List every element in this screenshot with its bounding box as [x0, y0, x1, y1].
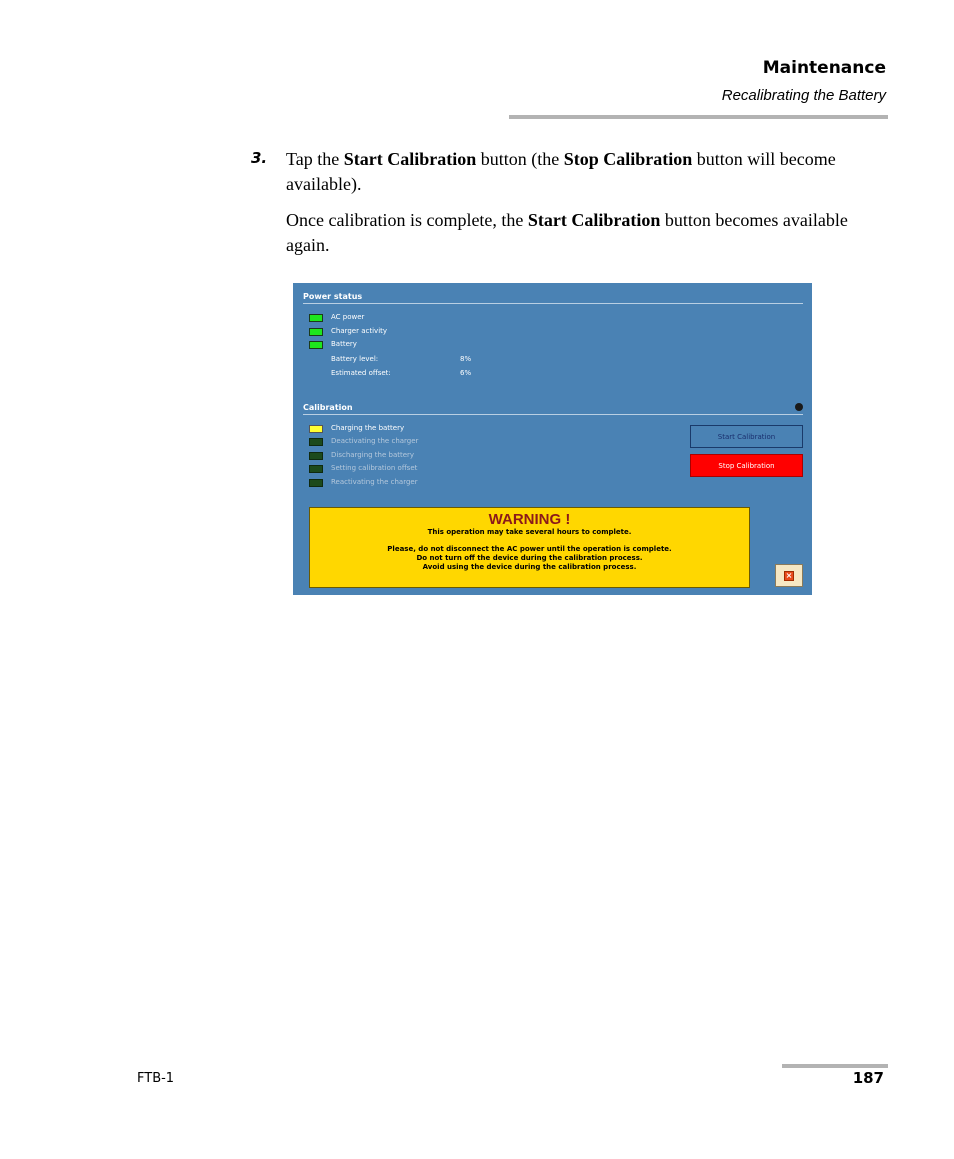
note-text: Once calibration is complete, the — [286, 210, 528, 230]
led-dark-icon — [309, 465, 323, 473]
battery-level-label: Battery level: — [331, 355, 379, 363]
step-number: 3. — [251, 149, 268, 167]
page-number: 187 — [852, 1069, 884, 1087]
step-label: Setting calibration offset — [331, 464, 418, 472]
warning-title: WARNING ! — [488, 511, 571, 528]
estimated-offset-value: 6% — [460, 369, 472, 377]
indicator-label: Battery — [331, 340, 357, 348]
led-dark-icon — [309, 479, 323, 487]
step-text: Tap the — [286, 149, 344, 169]
led-green-icon — [309, 341, 323, 349]
step-text: button (the — [476, 149, 564, 169]
estimated-offset-label: Estimated offset: — [331, 369, 391, 377]
indicator-label: Charger activity — [331, 327, 388, 335]
calibration-step-deactivating — [309, 438, 609, 448]
warning-box — [309, 507, 750, 588]
step-label: Charging the battery — [331, 424, 405, 432]
indicator-label: AC power — [331, 313, 365, 321]
dot-icon — [795, 403, 803, 411]
power-status-rule — [303, 303, 803, 304]
power-status-title: Power status — [303, 292, 363, 301]
step-bold-start: Start Calibration — [343, 149, 477, 169]
led-yellow-icon — [309, 425, 323, 433]
calibration-screenshot — [293, 283, 812, 595]
step-bold-stop: Stop Calibration — [563, 149, 693, 169]
step-text: button will become available). — [286, 149, 836, 194]
stop-calibration-button[interactable]: Stop Calibration — [690, 454, 803, 477]
start-calibration-button[interactable]: Start Calibration — [690, 425, 803, 448]
calibration-step-charging — [309, 425, 609, 435]
header-rule — [509, 115, 888, 119]
footer-rule — [782, 1064, 888, 1068]
indicator-charger-activity — [309, 328, 609, 338]
calibration-step-offset — [309, 465, 609, 475]
calibration-rule — [303, 414, 803, 415]
step-label: Discharging the battery — [331, 451, 415, 459]
calibration-step-reactivating — [309, 479, 609, 489]
footer-product: FTB-1 — [137, 1071, 175, 1086]
chapter-title: Maintenance — [762, 58, 886, 78]
note-bold-start: Start Calibration — [527, 210, 661, 230]
battery-level-value: 8% — [460, 355, 472, 363]
step-paragraph — [286, 147, 876, 197]
calibration-step-discharging — [309, 452, 609, 462]
warning-line: This operation may take several hours to complete. — [427, 528, 632, 536]
warning-spacer — [310, 537, 749, 545]
step-label: Reactivating the charger — [331, 478, 418, 486]
warning-line: Do not turn off the device during the calibration process. — [416, 554, 643, 562]
led-green-icon — [309, 314, 323, 322]
indicator-battery — [309, 341, 609, 351]
close-icon: × — [785, 571, 793, 580]
warning-line: Please, do not disconnect the AC power until the operation is complete. — [387, 545, 672, 553]
led-green-icon — [309, 328, 323, 336]
section-title: Recalibrating the Battery — [721, 87, 886, 104]
step-label: Deactivating the charger — [331, 437, 419, 445]
note-text: button becomes available again. — [286, 210, 848, 255]
indicator-ac-power — [309, 314, 609, 324]
note-paragraph — [286, 208, 876, 258]
led-dark-icon — [309, 438, 323, 446]
close-button[interactable] — [775, 564, 803, 587]
led-dark-icon — [309, 452, 323, 460]
calibration-title: Calibration — [303, 403, 353, 412]
warning-line: Avoid using the device during the calibration process. — [422, 563, 637, 571]
